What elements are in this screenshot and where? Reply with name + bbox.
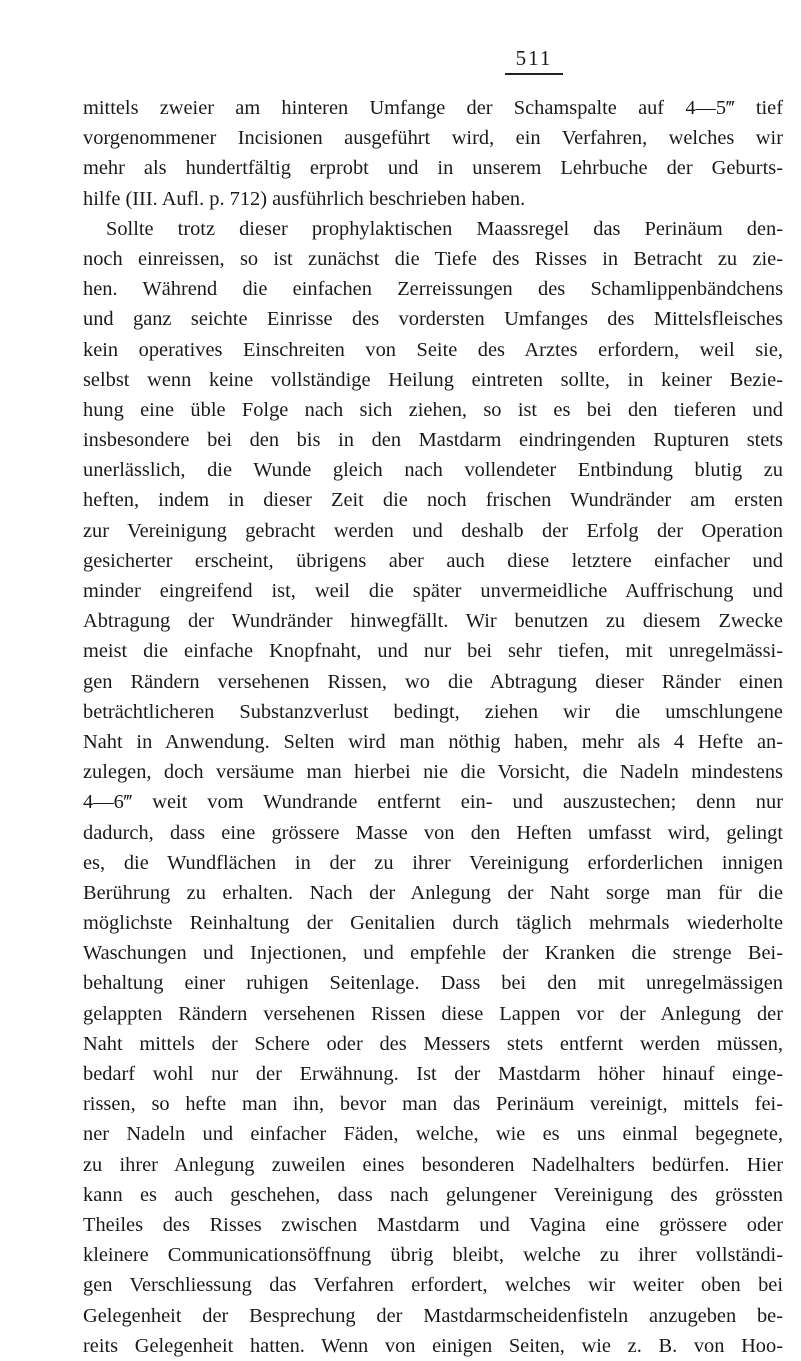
text-line: Abtragung der Wundränder hinwegfällt. Wir benutzen zu diesem Zwecke [83, 610, 783, 633]
text-line: hilfe (III. Aufl. p. 712) ausführlich beschrieben haben. [83, 187, 526, 210]
text-line: dadurch, dass eine grössere Masse von den Heften umfasst wird, gelingt [83, 821, 783, 844]
text-line: behaltung einer ruhigen Seitenlage. Dass bei den mit unregelmässigen [83, 972, 783, 995]
text-line: mehr als hundertfältig erprobt und in unserem Lehrbuche der Geburts- [83, 157, 783, 180]
text-line: selbst wenn keine vollständige Heilung eintreten sollte, in keiner Bezie- [83, 368, 783, 391]
text-line: kein operatives Einschreiten von Seite des Arztes erfordern, weil sie, [83, 338, 783, 361]
text-line: minder eingreifend ist, weil die später unvermeidliche Auffrischung und [83, 580, 783, 602]
text-line: gen Verschliessung das Verfahren erfordert, welches wir weiter oben bei [83, 1274, 783, 1297]
text-line: gen Rändern versehenen Rissen, wo die Abtragung dieser Ränder einen [83, 670, 783, 693]
text-line: und ganz seichte Einrisse des vordersten Umfanges des Mittelsfleisches [83, 308, 783, 331]
text-line: Theiles des Risses zwischen Mastdarm und Vagina eine grössere oder [83, 1213, 783, 1236]
text-line: rissen, so hefte man ihn, bevor man das Perinäum vereinigt, mittels fei- [83, 1093, 783, 1116]
text-line: ner Nadeln und einfacher Fäden, welche, wie es uns einmal begegnete, [83, 1123, 783, 1146]
text-line: Gelegenheit der Besprechung der Mastdarmscheidenfisteln anzugeben be- [83, 1304, 783, 1327]
text-line: zulegen, doch versäume man hierbei nie die Vorsicht, die Nadeln mindestens [83, 761, 783, 784]
text-line: gesicherter erscheint, übrigens aber auch diese letztere einfacher und [83, 549, 783, 572]
text-line: Sollte trotz dieser prophylaktischen Maassregel das Perinäum den- [106, 217, 783, 240]
text-line: 4—6‴ weit vom Wundrande entfernt ein- und auszustechen; denn nur [83, 791, 783, 814]
text-line: insbesondere bei den bis in den Mastdarm eindringenden Rupturen stets [83, 429, 783, 452]
text-line: Naht in Anwendung. Selten wird man nöthig haben, mehr als 4 Hefte an- [83, 730, 783, 753]
text-line: Waschungen und Injectionen, und empfehle der Kranken die strenge Bei- [83, 942, 783, 965]
text-line: bedarf wohl nur der Erwähnung. Ist der Mastdarm höher hinauf einge- [83, 1063, 783, 1085]
page-number: 511 [505, 46, 563, 75]
text-line: vorgenommener Incisionen ausgeführt wird, ein Verfahren, welches wir [83, 127, 783, 150]
text-line: zur Vereinigung gebracht werden und deshalb der Erfolg der Operation [83, 519, 783, 542]
text-line: Naht mittels der Schere oder des Messers stets entfernt werden müssen, [83, 1032, 783, 1055]
text-line: beträchtlicheren Substanzverlust bedingt, ziehen wir die umschlungene [83, 700, 783, 723]
text-line: zu ihrer Anlegung zuweilen eines besonderen Nadelhalters bedürfen. Hier [83, 1153, 783, 1176]
text-line: hen. Während die einfachen Zerreissungen des Schamlippenbändchens [83, 278, 783, 301]
text-line: kann es auch geschehen, dass nach gelungener Vereinigung des grössten [83, 1183, 783, 1206]
text-line: heften, indem in dieser Zeit die noch frischen Wundränder am ersten [83, 489, 783, 512]
text-line: meist die einfache Knopfnaht, und nur bei sehr tiefen, mit unregelmässi- [83, 640, 783, 663]
text-line: Berührung zu erhalten. Nach der Anlegung der Naht sorge man für die [83, 881, 783, 904]
text-line: es, die Wundflächen in der zu ihrer Vereinigung erforderlichen innigen [83, 851, 783, 874]
text-line: unerlässlich, die Wunde gleich nach vollendeter Entbindung blutig zu [83, 459, 783, 482]
body-text [83, 93, 783, 1361]
text-line: reits Gelegenheit hatten. Wenn von einigen Seiten, wie z. B. von Hoo- [83, 1334, 783, 1357]
text-line: hung eine üble Folge nach sich ziehen, so ist es bei den tieferen und [83, 398, 783, 421]
text-line: mittels zweier am hinteren Umfange der Schamspalte auf 4—5‴ tief [83, 97, 783, 119]
text-line: gelappten Rändern versehenen Rissen diese Lappen vor der Anlegung der [83, 1002, 783, 1025]
text-line: noch einreissen, so ist zunächst die Tiefe des Risses in Betracht zu zie- [83, 247, 783, 270]
text-line: möglichste Reinhaltung der Genitalien durch täglich mehrmals wiederholte [83, 912, 783, 935]
text-line: kleinere Communicationsöffnung übrig bleibt, welche zu ihrer vollständi- [83, 1244, 783, 1267]
